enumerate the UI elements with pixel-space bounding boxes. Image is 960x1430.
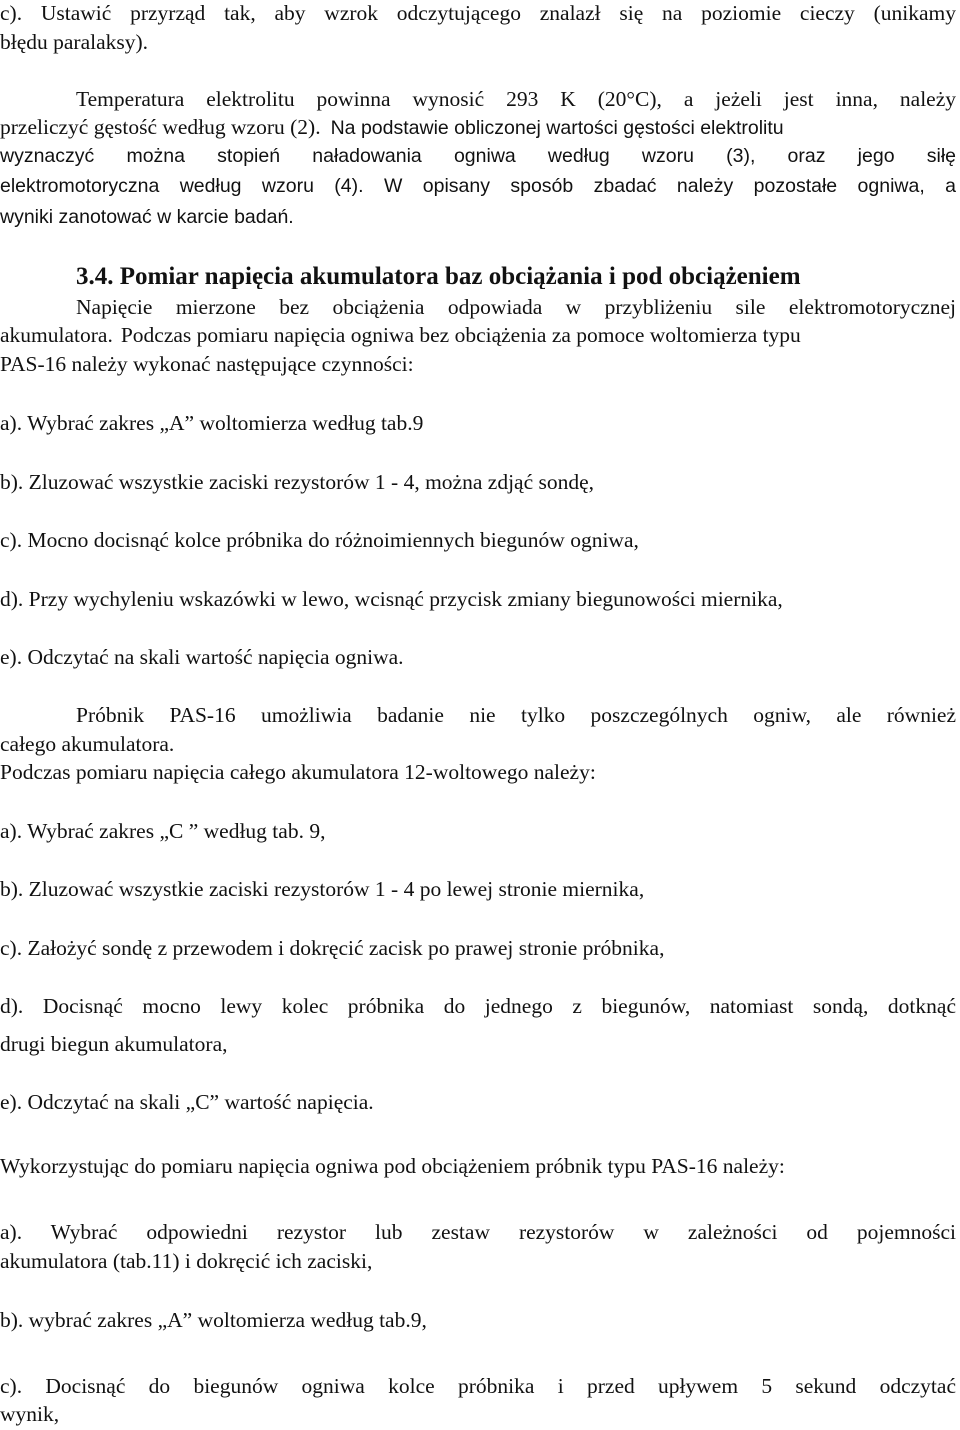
paragraph-line: Napięcie mierzone bez obciążenia odpowiada w przybliżeniu sile elektromotorycznej <box>76 297 956 319</box>
paragraph-line: Podczas pomiaru napięcia całego akumulatora 12-woltowego należy: <box>0 762 596 784</box>
paragraph-line <box>0 117 956 139</box>
list-item: akumulatora (tab.11) i dokręcić ich zaciski, <box>0 1251 373 1273</box>
line-part: Podczas pomiaru napięcia ogniwa bez obciążenia za pomoce woltomierza typu <box>120 325 801 347</box>
list-item: d). Przy wychyleniu wskazówki w lewo, wcisnąć przycisk zmiany biegunowości miernika, <box>0 589 783 611</box>
list-item: e). Odczytać na skali wartość napięcia ogniwa. <box>0 647 404 669</box>
list-item: c). Założyć sondę z przewodem i dokręcić zacisk po prawej stronie próbnika, <box>0 938 665 960</box>
paragraph-line <box>0 325 956 347</box>
list-item: wynik, <box>0 1404 60 1426</box>
paragraph-line: PAS-16 należy wykonać następujące czynności: <box>0 354 414 376</box>
list-item: c). Docisnąć do biegunów ogniwa kolce próbnika i przed upływem 5 sekund odczytać <box>0 1376 956 1398</box>
line-part: Na podstawie obliczonej wartości gęstości elektrolitu <box>330 117 784 139</box>
line-part: akumulatora. <box>0 325 113 347</box>
paragraph-line: całego akumulatora. <box>0 734 175 756</box>
paragraph-line: elektromotoryczna według wzoru (4). W opisany sposób zbadać należy pozostałe ogniwa, a <box>0 177 956 197</box>
paragraph-line: Próbnik PAS-16 umożliwia badanie nie tylko poszczególnych ogniw, ale również <box>76 705 956 727</box>
paragraph-line: Temperatura elektrolitu powinna wynosić 293 K (20°C), a jeżeli jest inna, należy <box>76 89 956 111</box>
list-item: c). Mocno docisnąć kolce próbnika do różnoimiennych biegunów ogniwa, <box>0 530 639 552</box>
list-item: b). wybrać zakres „A” woltomierza według tab.9, <box>0 1310 427 1332</box>
paragraph-line: wyniki zanotować w karcie badań. <box>0 208 294 228</box>
list-item: b). Zluzować wszystkie zaciski rezystorów 1 - 4 po lewej stronie miernika, <box>0 879 645 901</box>
list-item: d). Docisnąć mocno lewy kolec próbnika do jednego z biegunów, natomiast sondą, dotknąć <box>0 996 956 1018</box>
list-item: a). Wybrać odpowiedni rezystor lub zestaw rezystorów w zależności od pojemności <box>0 1222 956 1244</box>
line-part: przeliczyć gęstość według wzoru (2). <box>0 117 321 139</box>
paragraph-line: Wykorzystując do pomiaru napięcia ogniwa pod obciążeniem próbnik typu PAS-16 należy: <box>0 1156 785 1178</box>
paragraph-line: błędu paralaksy). <box>0 32 149 54</box>
paragraph-line: wyznaczyć można stopień naładowania ogniwa według wzoru (3), oraz jego siłę <box>0 147 956 167</box>
list-item: a). Wybrać zakres „C ” według tab. 9, <box>0 821 326 843</box>
list-item: b). Zluzować wszystkie zaciski rezystorów 1 - 4, można zdjąć sondę, <box>0 472 595 494</box>
list-item: e). Odczytać na skali „C” wartość napięcia. <box>0 1092 374 1114</box>
list-item: drugi biegun akumulatora, <box>0 1034 228 1056</box>
section-heading: 3.4. Pomiar napięcia akumulatora baz obciążania i pod obciążeniem <box>76 264 801 289</box>
list-item: a). Wybrać zakres „A” woltomierza według tab.9 <box>0 413 424 435</box>
paragraph-line: c). Ustawić przyrząd tak, aby wzrok odczytującego znalazł się na poziomie cieczy (unikamy <box>0 3 956 25</box>
